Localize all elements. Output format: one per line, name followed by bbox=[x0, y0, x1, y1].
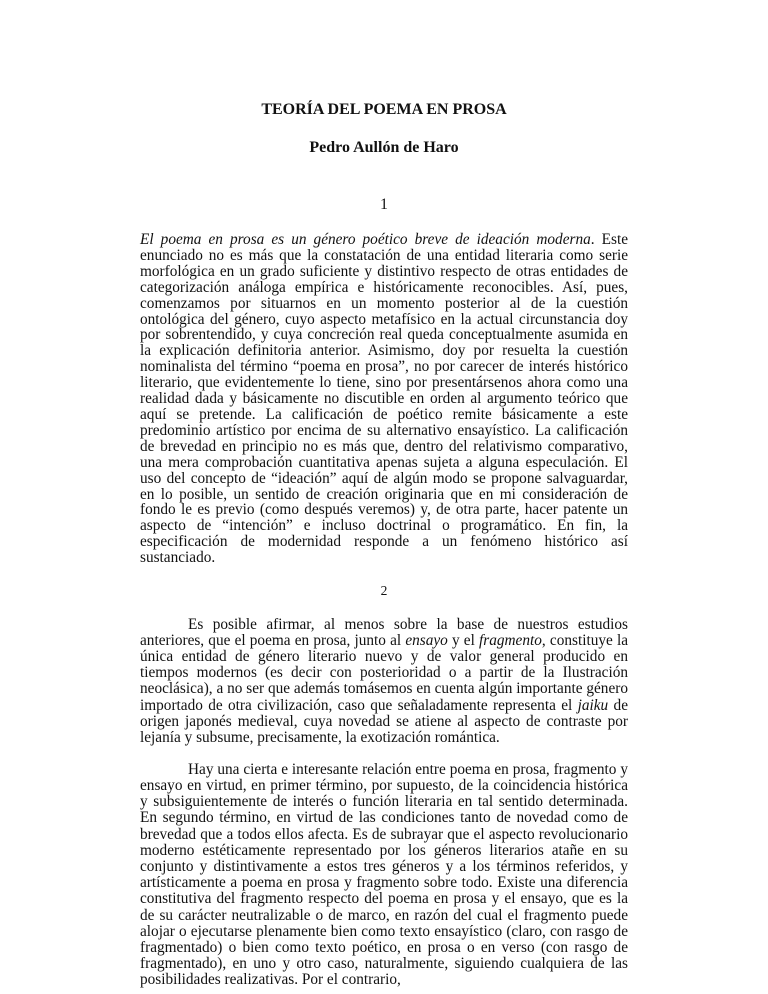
document-title: TEORÍA DEL POEMA EN PROSA bbox=[261, 101, 507, 118]
paragraph bbox=[140, 617, 628, 746]
section-number: 1 bbox=[380, 196, 388, 213]
italic-term: fragmento bbox=[479, 632, 542, 650]
section-number: 2 bbox=[380, 583, 388, 599]
italic-term: ensayo bbox=[405, 632, 448, 650]
paragraph-text: y el bbox=[447, 632, 480, 650]
paragraph bbox=[140, 232, 628, 566]
paragraph-text: , constituye la única entidad de género literario nuevo y de valor general producido en tiempos modernos (es decir con posterioridad o a partir de la Ilustración neoclásica), a no ser que además tomásemos en cuenta algún importante género importado de otra civilización, caso que señaladamente representa el bbox=[140, 632, 628, 714]
paragraph-text: Es posible afirmar, al menos sobre la base de nuestros estudios anteriores, que el poema en prosa, junto al bbox=[140, 616, 628, 650]
paragraph-text: . Este enunciado no es más que la constatación de una entidad literaria como serie morfológica en un grado suficiente y distintivo respecto de otras entidades de categorización análoga empírica e históricamente reconocibles. Así, pues, comenzamos por situarnos en un momento posterior al de la cuestión ontológica del género, cuyo aspecto metafísico en la actual circunstancia doy por sobrentendido, y cuya concreción real queda conceptualmente asumida en la explicación definitoria anterior. Asimismo, doy por resuelta la cuestión nominalista del término “poema en prosa”, no por carecer de interés histórico literario, que evidentemente lo tiene, sino por presentársenos ahora como una realidad dada y básicamente no discutible en orden al argumento teórico que aquí se pretende. La calificación de poético remite básicamente a este predominio artístico por encima de su alternativo ensayístico. La calificación de brevedad en principio no es más que, dentro del relativismo comparativo, una mera comprobación cuantitativa apenas sujeta a alguna especulación. El uso del concepto de “ideación” aquí de algún modo se propone salvaguardar, en lo posible, un sentido de creación originaria que en mi consideración de fondo le es previo (como después veremos) y, de otra parte, hacer patente un aspecto de “intención” e incluso doctrinal o programático. En fin, la especificación de modernidad responde a un fenómeno histórico así sustanciado. bbox=[140, 231, 628, 567]
paragraph-text: de origen japonés medieval, cuya novedad se atiene al aspecto de contraste por lejanía y subsume, precisamente, la exotización romántica. bbox=[140, 696, 628, 746]
italic-definition: El poema en prosa es un género poético breve de ideación moderna bbox=[140, 231, 591, 248]
paragraph: Hay una cierta e interesante relación entre poema en prosa, fragmento y ensayo en virtud, en primer término, por supuesto, de la coincidencia histórica y subsiguientemente de interés o función literaria en tal sentido determinada. En segundo término, en virtud de las condiciones tanto de novedad como de brevedad que a todos ellos afecta. Es de subrayar que el aspecto revolucionario moderno estéticamente representado por los géneros literarios atañe en su conjunto y distintivamente a estos tres géneros y a los términos referidos, y artísticamente a poema en prosa y fragmento sobre todo. Existe una diferencia constitutiva del fragmento respecto del poema en prosa y el ensayo, que es la de su carácter neutralizable o de marco, en razón del cual el fragmento puede alojar o ejecutarse plenamente bien como texto ensayístico (claro, con rasgo de fragmentado) o bien como texto poético, en prosa o en verso (con rasgo de fragmentado), en uno y otro caso, naturalmente, siguiendo cualquiera de las posibilidades realizativas. Por el contrario, bbox=[140, 760, 628, 989]
document-author: Pedro Aullón de Haro bbox=[309, 139, 459, 156]
italic-term: jaiku bbox=[577, 696, 609, 714]
